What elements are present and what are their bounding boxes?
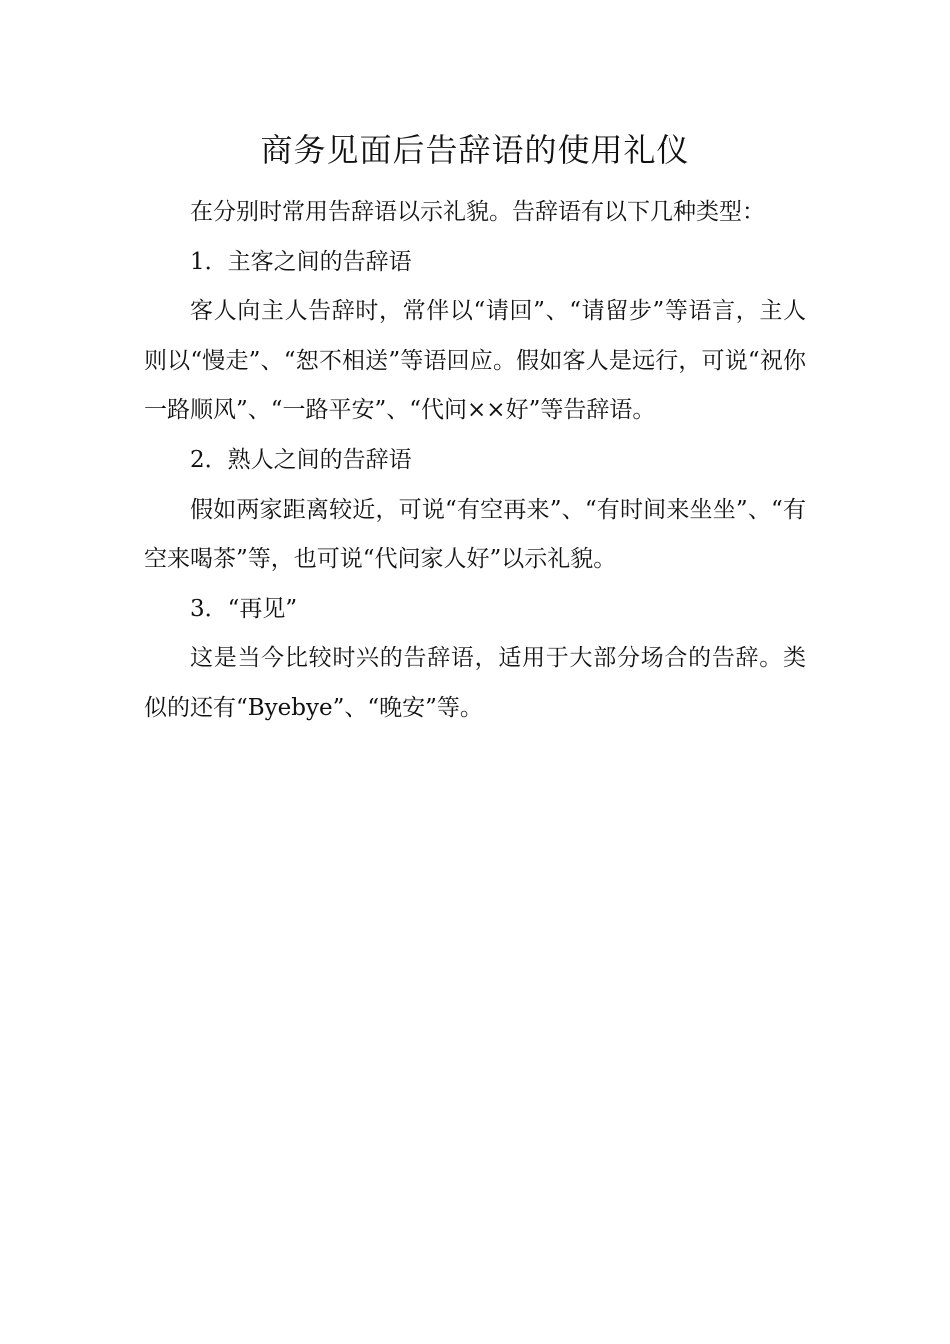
host-guest-paragraph: 客人向主人告辞时，常伴以“请回”、“请留步”等语言，主人则以“慢走”、“恕不相送”等语回应。假如客人是远行，可说“祝你一路顺风”、“一路平安”、“代问××好”等告辞语。 (144, 298, 806, 424)
document-page (144, 126, 806, 734)
section-heading-goodbye: 3．“再见” (190, 595, 298, 622)
intro-paragraph: 在分别时常用告辞语以示礼貌。告辞语有以下几种类型： (190, 199, 765, 225)
section-heading-acquaintances: 2．熟人之间的告辞语 (190, 446, 412, 473)
document-title: 商务见面后告辞语的使用礼仪 (260, 131, 690, 169)
goodbye-paragraph: 这是当今比较时兴的告辞语，适用于大部分场合的告辞。类似的还有“Byebye”、“晚安”等。 (144, 645, 806, 721)
section-heading-host-guest: 1．主客之间的告辞语 (190, 248, 412, 275)
acquaintances-paragraph: 假如两家距离较近，可说“有空再来”、“有时间来坐坐”、“有空来喝茶”等，也可说“代问家人好”以示礼貌。 (144, 496, 806, 573)
